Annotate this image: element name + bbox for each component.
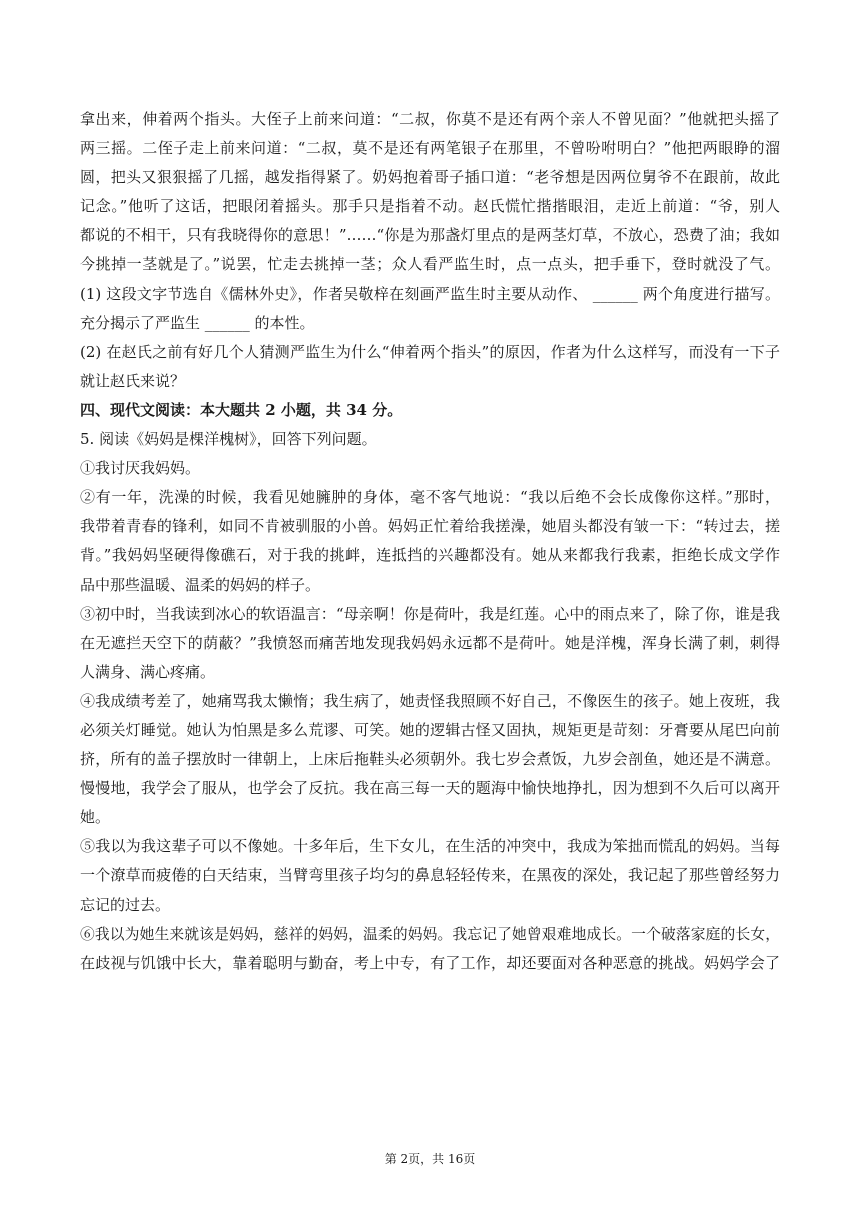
page-body bbox=[80, 105, 780, 978]
text-line: ①我讨厌我妈妈。 bbox=[80, 459, 201, 478]
text-line: ④我成绩考差了，她痛骂我太懒惰；我生病了，她责怪我照顾不好自己，不像医生的孩子。她上夜班，我 bbox=[80, 691, 780, 710]
text-line: 充分揭示了严监生 ______ 的本性。 bbox=[80, 313, 315, 332]
text-line: ②有一年，洗澡的时候，我看见她臃肿的身体，毫不客气地说：“我以后绝不会长成像你这样。”那时， bbox=[80, 488, 780, 507]
text-line: 在歧视与饥饿中长大，靠着聪明与勤奋，考上中专，有了工作，却还要面对各种恶意的挑战。妈妈学会了 bbox=[80, 953, 780, 972]
text-line: 就让赵氏来说？ bbox=[80, 371, 186, 390]
text-line: 忘记的过去。 bbox=[80, 895, 171, 914]
text-line: 慢慢地，我学会了服从，也学会了反抗。我在高三每一天的题海中愉快地挣扎，因为想到不久后可以离开 bbox=[80, 779, 780, 798]
section-heading: 四、现代文阅读：本大题共 2 小题，共 34 分。 bbox=[80, 400, 403, 419]
text-line: 5. 阅读《妈妈是棵洋槐树》，回答下列问题。 bbox=[80, 430, 377, 449]
text-line: 今挑掉一茎就是了。”说罢，忙走去挑掉一茎；众人看严监生时，点一点头，把手垂下，登时就没了气。 bbox=[80, 255, 780, 274]
text-line: 圆，把头又狠狠摇了几摇，越发指得紧了。奶妈抱着哥子插口道：“老爷想是因两位舅爷不在跟前，故此 bbox=[80, 168, 780, 187]
text-line: 挤，所有的盖子摆放时一律朝上，上床后拖鞋头必须朝外。我七岁会煮饭，九岁会剖鱼，她还是不满意。 bbox=[80, 750, 780, 769]
text-line: 品中那些温暖、温柔的妈妈的样子。 bbox=[80, 575, 321, 594]
text-line: 拿出来，伸着两个指头。大侄子上前来问道：“二叔，你莫不是还有两个亲人不曾见面？”他就把头摇了 bbox=[80, 110, 780, 128]
text-line: (2) 在赵氏之前有好几个人猜测严监生为什么“伸着两个指头”的原因，作者为什么这样写，而没有一下子 bbox=[80, 342, 780, 361]
text-line: 一个潦草而疲倦的白天结束，当臂弯里孩子均匀的鼻息轻轻传来，在黑夜的深处，我记起了那些曾经努力 bbox=[80, 866, 780, 885]
text-line: 在无遮拦天空下的荫蔽？”我愤怒而痛苦地发现我妈妈永远都不是荷叶。她是洋槐，浑身长满了刺，刺得 bbox=[80, 633, 780, 652]
text-line: 背。”我妈妈坚硬得像礁石，对于我的挑衅，连抵挡的兴趣都没有。她从来都我行我素，拒绝长成文学作 bbox=[80, 546, 780, 565]
text-line: 我带着青春的锋利，如同不肯被驯服的小兽。妈妈正忙着给我搓澡，她眉头都没有皱一下：“转过去，搓 bbox=[80, 517, 780, 536]
text-line: 两三摇。二侄子走上前来问道：“二叔，莫不是还有两笔银子在那里，不曾吩咐明白？”他把两眼睁的溜 bbox=[80, 139, 780, 158]
text-line: 她。 bbox=[80, 808, 111, 827]
text-line: 必须关灯睡觉。她认为怕黑是多么荒谬、可笑。她的逻辑古怪又固执，规矩更是苛刻：牙膏要从尾巴向前 bbox=[80, 720, 780, 739]
text-line: ⑤我以为我这辈子可以不像她。十多年后，生下女儿，在生活的冲突中，我成为笨拙而慌乱的妈妈。当每 bbox=[80, 837, 780, 856]
text-line: ⑥我以为她生来就该是妈妈，慈祥的妈妈，温柔的妈妈。我忘记了她曾艰难地成长。一个破落家庭的长女， bbox=[80, 925, 780, 943]
text-line: ③初中时，当我读到冰心的软语温言：“母亲啊！你是荷叶，我是红莲。心中的雨点来了，除了你，谁是我 bbox=[80, 604, 780, 623]
text-line: 人满身、满心疼痛。 bbox=[80, 662, 216, 681]
text-line: 都说的不相干，只有我晓得你的意思！”……“你是为那盏灯里点的是两茎灯草，不放心，恐费了油；我如 bbox=[80, 226, 780, 245]
text-line: (1) 这段文字节选自《儒林外史》，作者吴敬梓在刻画严监生时主要从动作、 ______ 两个角度进行描写。 bbox=[80, 284, 780, 303]
text-line: 记念。”他听了这话，把眼闭着摇头。那手只是指着不动。赵氏慌忙揩揩眼泪，走近上前道：“爷，别人 bbox=[80, 197, 780, 216]
page-footer: 第 2页，共 16页 bbox=[384, 1152, 476, 1166]
